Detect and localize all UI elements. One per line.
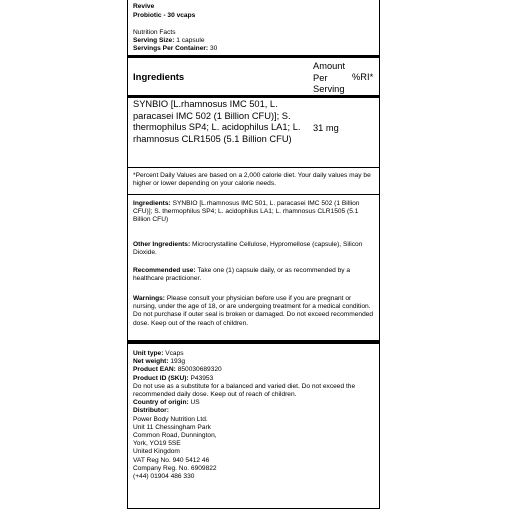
unit-type-value: Vcaps [163,350,184,357]
serving-size [133,37,204,45]
warnings-label: Warnings: [133,295,165,302]
origin-label: Country of origin: [133,399,189,407]
sku-value: P43953 [188,374,214,382]
net-weight-label: Net weight: [133,358,169,366]
recommended-use-paragraph [133,267,374,283]
servings-label: Servings Per Container: [133,45,209,52]
ean-value: 850030689320 [175,366,222,374]
nutrition-facts-heading: Nutrition Facts [133,29,176,36]
ean-label: Product EAN: [133,366,176,374]
distributor-line: York, YO19 5SE [133,440,181,448]
substitute-note: Do not use as a substitute for a balanced and varied diet. Do not exceed the recommended daily dose. Keep out of reach of children. [133,382,356,399]
ingredients-details-section [128,194,379,340]
product-info-block [133,350,374,481]
product-name: Revive [133,3,155,10]
unit-type-label: Unit type: [133,350,164,357]
divider-thick [128,95,379,98]
ingredients-paragraph [133,200,374,225]
ingredient-amount: 31 mg [313,123,339,133]
other-ingredients-paragraph [133,241,374,257]
divider-thin [128,167,379,168]
ri-column-header: %RI* [352,72,374,82]
ingredient-name: SYNBIO [L.rhamnosus IMC 501, L. paracasei IMC 502 (1 Billion CFU)]; S. thermophilus SP4; L. acidophilus LA1; L. rhamnosus CLR1505 (5.1 Billion CFU) [133,99,301,145]
distributor-line: VAT Reg No. 940 5412 46 [133,456,210,464]
nutrition-facts-section [128,0,379,194]
warnings-paragraph [133,295,374,328]
unit-type [133,350,374,358]
net-weight-value: 193g [168,358,186,366]
warnings-text: Please consult your physician before use if you are pregnant or nursing, under the age of 18, or are undergoing treatment for a medical condition. Do not purchase if outer seal is broken or damaged. Do not exceed recommended dose. Keep out of the reach of children. [133,295,374,327]
recommended-use-label: Recommended use: [133,267,196,274]
divider-thick [128,55,379,58]
distributor-line: United Kingdom [133,448,180,456]
product-sku [133,375,374,383]
distributor-line: (+44) 01904 486 330 [133,473,195,481]
ingredients-label: Ingredients: [133,200,171,207]
serving-size-value: 1 capsule [174,37,205,44]
product-info-section [128,340,379,508]
amount-header-line-2: Per [313,72,328,83]
amount-header-line-3: Serving [313,84,345,95]
net-weight [133,358,374,366]
other-ingredients-text: Microcrystalline Cellulose, Hypromellose (capsule), Silicon Dioxide. [133,241,363,257]
product-ean [133,366,374,374]
recommended-use-text: Take one (1) capsule daily, or as recommended by a healthcare practicioner. [133,267,351,283]
amount-column-header [313,61,345,96]
servings-per-container [133,45,217,53]
servings-value: 30 [208,45,218,52]
amount-header-line-1: Amount [313,61,346,71]
distributor-line: Unit 11 Chessingham Park [133,423,211,431]
distributor-line: Common Road, Dunnington, [133,432,217,440]
origin-value: US [188,399,200,407]
country-of-origin [133,399,374,407]
other-ingredients-label: Other Ingredients: [133,241,191,248]
product-label [127,0,380,509]
ingredients-column-header: Ingredients [133,72,185,83]
sku-label: Product ID (SKU): [133,374,189,382]
distributor-label: Distributor: [133,407,169,415]
serving-size-label: Serving Size: [133,37,175,44]
distributor-line: Company Reg. No. 6909822 [133,464,217,472]
distributor-line: Power Body Nutrition Ltd. [133,415,208,423]
daily-value-note: *Percent Daily Values are based on a 2,000 calorie diet. Your daily values may be higher or lower depending on your calorie needs. [133,172,371,188]
product-subtitle: Probiotic - 30 vcaps [133,12,196,19]
ingredients-text: SYNBIO [L.rhamnosus IMC 501, L. paracasei IMC 502 (1 Billion CFU)]; S. thermophilus SP4; L. acidophilus LA1; L. rhamnosus CLR1505 (5.1 Billion CFU) [133,200,360,224]
